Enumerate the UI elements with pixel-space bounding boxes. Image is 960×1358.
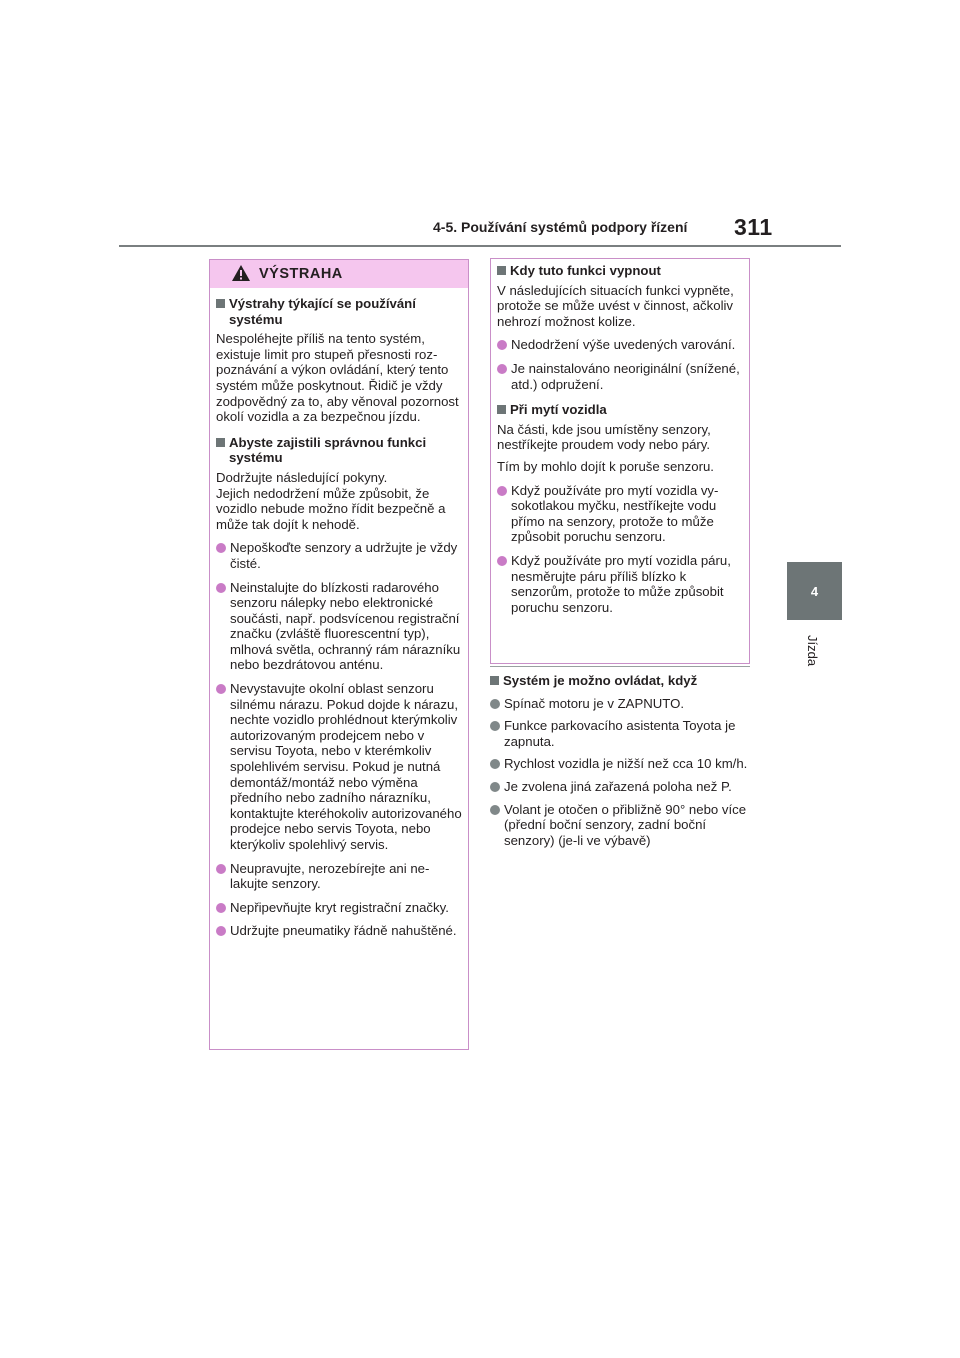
info-box — [490, 258, 750, 664]
section-divider — [490, 666, 750, 667]
square-bullet-icon — [497, 405, 506, 414]
list-item: Nevystavujte okolní oblast senzoru silnému nárazu. Pokud dojde k nárazu, nechte vozidlo prohlédnout kterýmkoliv autorizovaným prodejcem nebo v servisu Toyota, nebo v kterémkoliv spolehlivém servisu. Pokud je nutná demontáž/montáž nebo výměna předního nebo zadního nárazníku, kontaktujte kteréhokoliv autorizovaného prodejce nebo servis Toyota, nebo kterýkoliv spolehlivý servis. — [216, 681, 462, 853]
square-bullet-icon — [497, 266, 506, 275]
chapter-number: 4 — [810, 584, 819, 599]
circle-bullet-icon — [490, 721, 500, 731]
section-heading: Abyste zajistili správnou funkci systému — [216, 435, 462, 466]
square-bullet-icon — [216, 299, 225, 308]
warning-box — [209, 259, 469, 1050]
paragraph: V následujících situacích funkci vypněte, protože se může uvést v činnost, ačkoliv nehrozí možnost kolize. — [497, 282, 734, 329]
list-item: Nedodržení výše uvedených varování. — [497, 337, 743, 353]
circle-bullet-icon — [490, 759, 500, 769]
square-bullet-icon — [216, 438, 225, 447]
section-heading: Výstrahy týkající se používání systému — [216, 296, 462, 327]
section-heading: Systém je možno ovládat, když — [490, 673, 752, 689]
chapter-tab — [787, 562, 842, 620]
paragraph: Dodržujte následující pokyny. Jejich nedodržení může způsobit, že vozidlo nebude možno řídit bezpečně a může tak dojít k nehodě. — [216, 469, 446, 532]
chapter-label: Jízda — [805, 635, 820, 667]
warning-triangle-icon — [231, 264, 251, 282]
circle-bullet-icon — [497, 364, 507, 374]
section-title: 4-5. Používání systémů podpory řízení — [433, 219, 688, 235]
list-item: Je zvolena jiná zařazená poloha než P. — [490, 779, 752, 795]
operating-conditions — [490, 669, 752, 848]
circle-bullet-icon — [490, 699, 500, 709]
list-item: Je nainstalováno neoriginální (snížené, atd.) odpružení. — [497, 361, 743, 392]
circle-bullet-icon — [216, 926, 226, 936]
section-heading: Při mytí vozidla — [497, 402, 743, 418]
list-item: Rychlost vozidla je nižší než cca 10 km/h. — [490, 756, 752, 772]
circle-bullet-icon — [216, 864, 226, 874]
circle-bullet-icon — [490, 805, 500, 815]
list-item: Nepoškoďte senzory a udržujte je vždy čisté. — [216, 540, 462, 571]
circle-bullet-icon — [216, 684, 226, 694]
list-item: Neupravujte, nerozebírejte ani nelakujte senzory. — [216, 861, 462, 892]
list-item: Spínač motoru je v ZAPNUTO. — [490, 696, 752, 712]
warning-header — [210, 260, 468, 288]
circle-bullet-icon — [216, 583, 226, 593]
paragraph: Na části, kde jsou umístěny senzory, nestříkejte proudem vody nebo páry. — [497, 421, 711, 453]
square-bullet-icon — [490, 676, 499, 685]
list-item: Nepřipevňujte kryt registrační značky. — [216, 900, 462, 916]
paragraph: Nespoléhejte příliš na tento systém, existuje limit pro stupeň přesnosti rozpoznávání a výkon ovládání, který tento systém může poskytnout. Řidič je vždy zodpovědný za to, aby věnoval pozornost okolí vozidla a za bezpečnou jízdu. — [216, 331, 459, 425]
page-number: 311 — [734, 214, 773, 240]
circle-bullet-icon — [490, 782, 500, 792]
circle-bullet-icon — [497, 556, 507, 566]
list-item: Udržujte pneumatiky řádně nahuštěné. — [216, 923, 462, 939]
circle-bullet-icon — [216, 543, 226, 553]
list-item: Funkce parkovacího asistenta Toyota je zapnuta. — [490, 718, 752, 749]
warning-title: VÝSTRAHA — [259, 266, 343, 282]
list-item: Neinstalujte do blízkosti radarového senzoru nálepky nebo elektronické součásti, např. podsvícenou registrační značku (zvláště fluorescentní typ), mlhová světla, ochranný rám nárazníku nebo bezdrátovou anténu. — [216, 580, 462, 674]
paragraph: Tím by mohlo dojít k poruše senzoru. — [497, 458, 714, 474]
list-item: Když používáte pro mytí vozidla páru, nesměrujte páru příliš blízko k senzorům, protože to může způsobit poruchu senzoru. — [497, 553, 743, 615]
list-item: Když používáte pro mytí vozidla vysokotlakou myčku, nestříkejte vodu přímo na senzory, protože to může způsobit poruchu senzoru. — [497, 483, 743, 545]
circle-bullet-icon — [497, 340, 507, 350]
header-divider — [119, 245, 841, 247]
section-heading: Kdy tuto funkci vypnout — [497, 263, 743, 279]
circle-bullet-icon — [497, 486, 507, 496]
circle-bullet-icon — [216, 903, 226, 913]
list-item: Volant je otočen o přibližně 90° nebo více (přední boční senzory, zadní boční senzory) (je-li ve výbavě) — [490, 802, 752, 849]
